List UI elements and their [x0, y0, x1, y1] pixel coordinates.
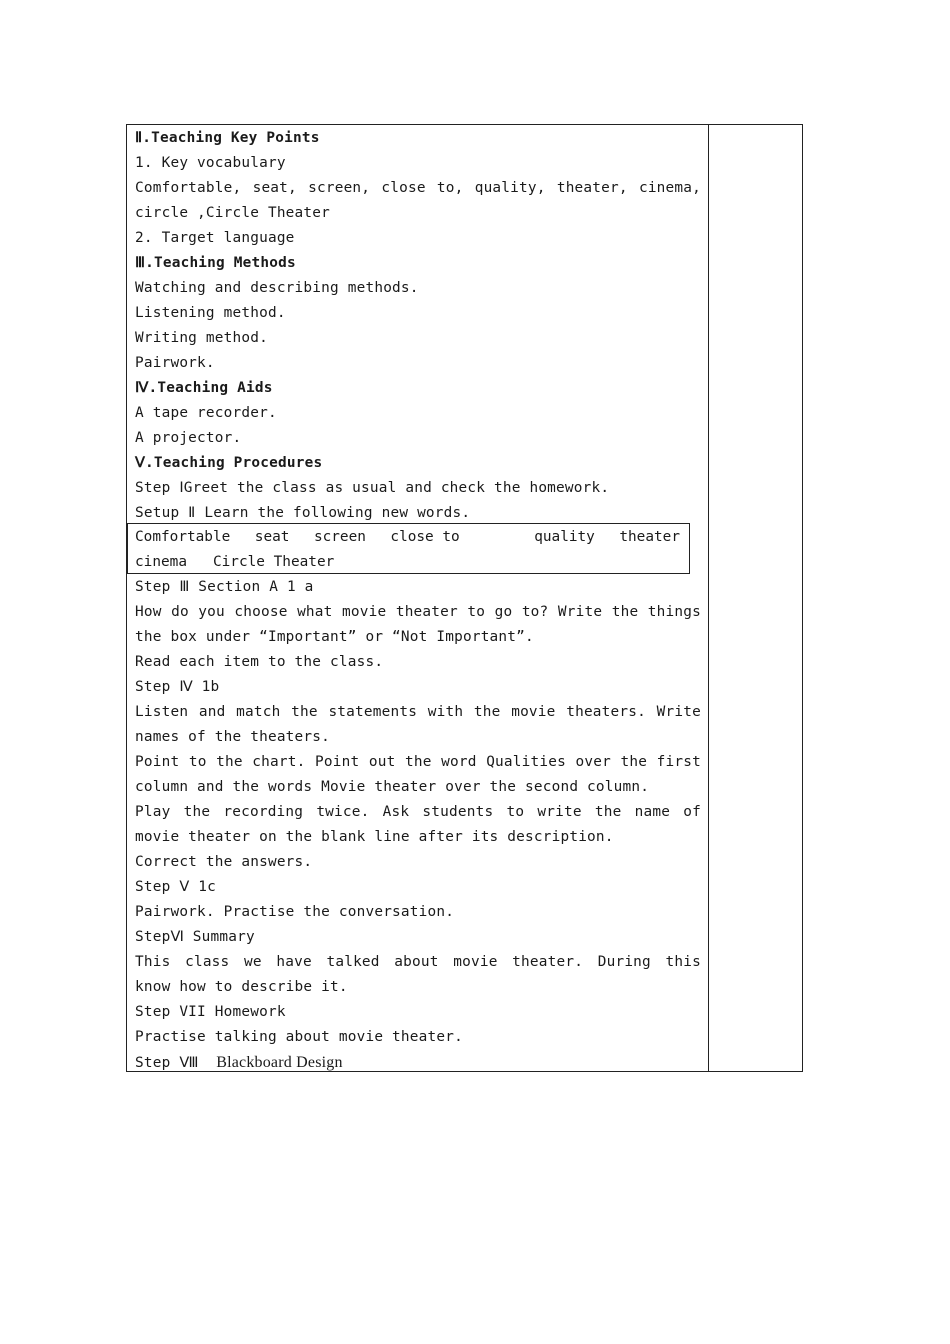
vocab-word: close to	[390, 529, 460, 545]
text-line: A projector.	[135, 430, 242, 446]
new-words-row-2-text: cinema Circle Theater	[135, 554, 335, 570]
text-line: Writing method.	[135, 330, 268, 346]
new-words-row-2	[135, 550, 680, 575]
text-line: movie theater on the blank line after its description.	[135, 829, 614, 845]
new-words-row-1	[135, 525, 680, 550]
last-step-line	[135, 1050, 701, 1075]
text-line: Comfortable, seat, screen, close to, quality, theater, cinema,	[135, 180, 701, 196]
text-line: Play the recording twice. Ask students to write the name of	[135, 804, 701, 820]
text-line: 2. Target language	[135, 230, 295, 246]
text-line: How do you choose what movie theater to go to? Write the things	[135, 604, 701, 620]
content-block-procedures	[135, 575, 701, 1050]
text-line: Step Ⅳ 1b	[135, 679, 220, 695]
text-line: Step Ⅲ Section A 1 a	[135, 579, 314, 595]
section-heading: Ⅳ.Teaching Aids	[135, 380, 273, 396]
text-line: Watching and describing methods.	[135, 280, 419, 296]
vocab-word: theater	[619, 529, 680, 545]
text-line: Read each item to the class.	[135, 654, 384, 670]
text-line: Step ⅠGreet the class as usual and check the homework.	[135, 480, 610, 496]
content-block-key-points	[135, 126, 701, 526]
section-heading: Ⅱ.Teaching Key Points	[135, 130, 320, 146]
vocab-word: seat	[254, 529, 290, 545]
text-line: circle ,Circle Theater	[135, 205, 331, 221]
text-line: Pairwork. Practise the conversation.	[135, 904, 455, 920]
text-line: Setup Ⅱ Learn the following new words.	[135, 505, 471, 521]
text-line: the box under “Important” or “Not Important”.	[135, 629, 534, 645]
text-line: Practise talking about movie theater.	[135, 1029, 463, 1045]
table-column-divider	[708, 124, 709, 1072]
vocab-word: Comfortable	[135, 529, 231, 545]
text-line: This class we have talked about movie theater. During this	[135, 954, 701, 970]
blackboard-design-label: Blackboard Design	[216, 1054, 343, 1071]
text-line: Listen and match the statements with the movie theaters. Write	[135, 704, 701, 720]
text-line: A tape recorder.	[135, 405, 277, 421]
text-line: column and the words Movie theater over the second column.	[135, 779, 650, 795]
section-heading: Ⅲ.Teaching Methods	[135, 255, 296, 271]
text-line: Step Ⅴ 1c	[135, 879, 216, 895]
vocab-word: screen	[313, 529, 366, 545]
text-line: Step VII Homework	[135, 1004, 286, 1020]
step-8-label: Step Ⅷ	[135, 1055, 217, 1071]
text-line: Listening method.	[135, 305, 286, 321]
text-line: Correct the answers.	[135, 854, 313, 870]
text-line: Pairwork.	[135, 355, 215, 371]
text-line: Point to the chart. Point out the word Qualities over the first	[135, 754, 701, 770]
text-line: know how to describe it.	[135, 979, 348, 995]
text-line: names of the theaters.	[135, 729, 331, 745]
section-heading: Ⅴ.Teaching Procedures	[135, 455, 323, 471]
vocab-word: quality	[534, 529, 595, 545]
text-line: StepⅥ Summary	[135, 929, 255, 945]
text-line: 1. Key vocabulary	[135, 155, 286, 171]
